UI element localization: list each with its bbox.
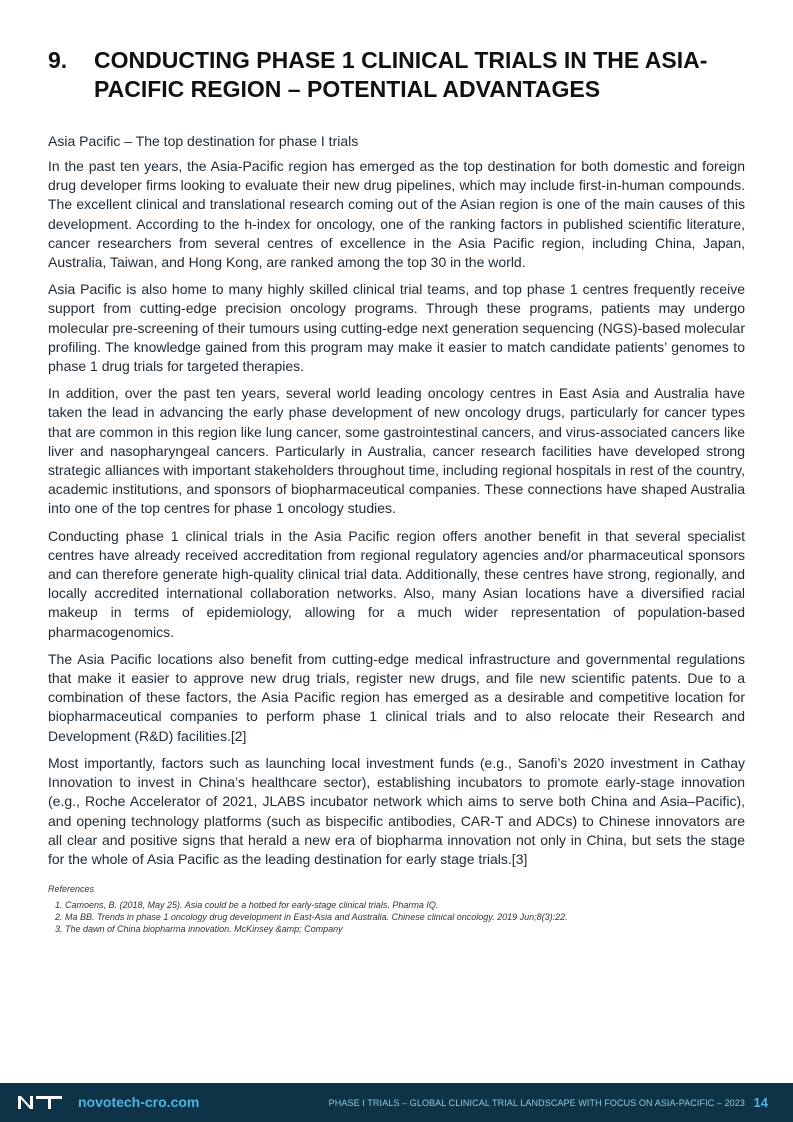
paragraph: In the past ten years, the Asia-Pacific region has emerged as the top destination for both domestic and foreign drug developer firms looking to evaluate their new drug pipelines, which may include first-in-human compounds. The excellent clinical and translational research coming out of the Asian region is one of the main causes of this development. According to the h-index for oncology, one of the ranking factors in published scientific literature, cancer researchers from several centres of excellence in the Asia Pacific region, including China, Japan, Australia, Taiwan, and Hong Kong, are ranked among the top 30 in the world.	[48, 158, 745, 271]
references-section	[48, 883, 745, 935]
section-heading	[48, 46, 748, 104]
website-link[interactable]: novotech-cro.com	[78, 1094, 200, 1110]
page-footer	[0, 1083, 793, 1122]
references-list	[48, 899, 745, 935]
subsection-title: Asia Pacific – The top destination for phase I trials	[48, 133, 359, 149]
paragraph: The Asia Pacific locations also benefit from cutting-edge medical infrastructure and governmental regulations that make it easier to approve new drug trials, register new drugs, and file new scientific patents. Due to a combination of these factors, the Asia Pacific region has emerged as a desirable and competitive location for biopharmaceutical companies to perform phase 1 clinical trials and to also relocate their Research and Development (R&D) facilities.[2]	[48, 650, 745, 744]
references-title: References	[48, 884, 95, 895]
reference-item: 1. Camoens, B. (2018, May 25). Asia could be a hotbed for early-stage clinical trials. Pharma IQ.	[65, 899, 745, 911]
paragraph: In addition, over the past ten years, several world leading oncology centres in East Asia and Australia have taken the lead in advancing the early phase development of new oncology drugs, particularly for cancer types that are common in this region like lung cancer, some gastrointestinal cancers, and virus-associated cancers like liver and nasopharyngeal cancers. Particularly in Australia, cancer research facilities have developed strong strategic alliances with important stakeholders throughout time, including regional hospitals in rest of the country, academic institutions, and sponsors of biopharmaceutical companies. These connections have shaped Australia into one of the top centres for phase 1 oncology studies.	[48, 385, 745, 517]
main-content	[48, 132, 745, 935]
document-title: PHASE I TRIALS – GLOBAL CLINICAL TRIAL LANDSCAPE WITH FOCUS ON ASIA-PACIFIC – 2023	[328, 1098, 745, 1108]
reference-item: 2. Ma BB. Trends in phase 1 oncology drug development in East-Asia and Australia. Chinese clinical oncology. 2019 Jun;8(3):22.	[65, 911, 745, 923]
section-title: CONDUCTING PHASE 1 CLINICAL TRIALS IN THE ASIA-PACIFIC REGION – POTENTIAL ADVANTAGES	[94, 47, 708, 102]
section-number: 9.	[48, 47, 68, 73]
page-number: 14	[753, 1095, 768, 1110]
paragraph: Conducting phase 1 clinical trials in the Asia Pacific region offers another benefit in that several specialist centres have already received accreditation from regional regulatory agencies and/or pharmaceutical sponsors and can therefore generate high-quality clinical trial data. Additionally, these centres have strong, regionally, and locally accredited international collaboration networks. Also, many Asian locations have a diversified racial makeup in terms of epidemiology, allowing for a much wider representation of population-based pharmacogenomics.	[48, 527, 745, 640]
nt-logo-icon	[17, 1094, 63, 1110]
reference-item: 3. The dawn of China biopharma innovation. McKinsey &amp; Company	[65, 923, 745, 935]
paragraph: Most importantly, factors such as launching local investment funds (e.g., Sanofi’s 2020 investment in Cathay Innovation to invest in China’s healthcare sector), establishing incubators to promote early-stage innovation (e.g., Roche Accelerator of 2021, JLABS incubator network which aims to serve both China and Asia–Pacific), and opening technology platforms (such as bispecific antibodies, CAR-T and ADCs) to Chinese innovators are all clear and positive signs that herald a new era of biopharma innovation not only in China, but sets the stage for the whole of Asia Pacific as the leading destination for early stage trials.[3]	[48, 754, 745, 867]
paragraph: Asia Pacific is also home to many highly skilled clinical trial teams, and top phase 1 centres frequently receive support from cutting-edge precision oncology programs. Through these programs, patients may undergo molecular pre-screening of their tumours using cutting-edge next generation sequencing (NGS)-based molecular profiling. The knowledge gained from this program may make it easier to match candidate patients’ genomes to phase 1 drug trials for targeted therapies.	[48, 281, 745, 375]
